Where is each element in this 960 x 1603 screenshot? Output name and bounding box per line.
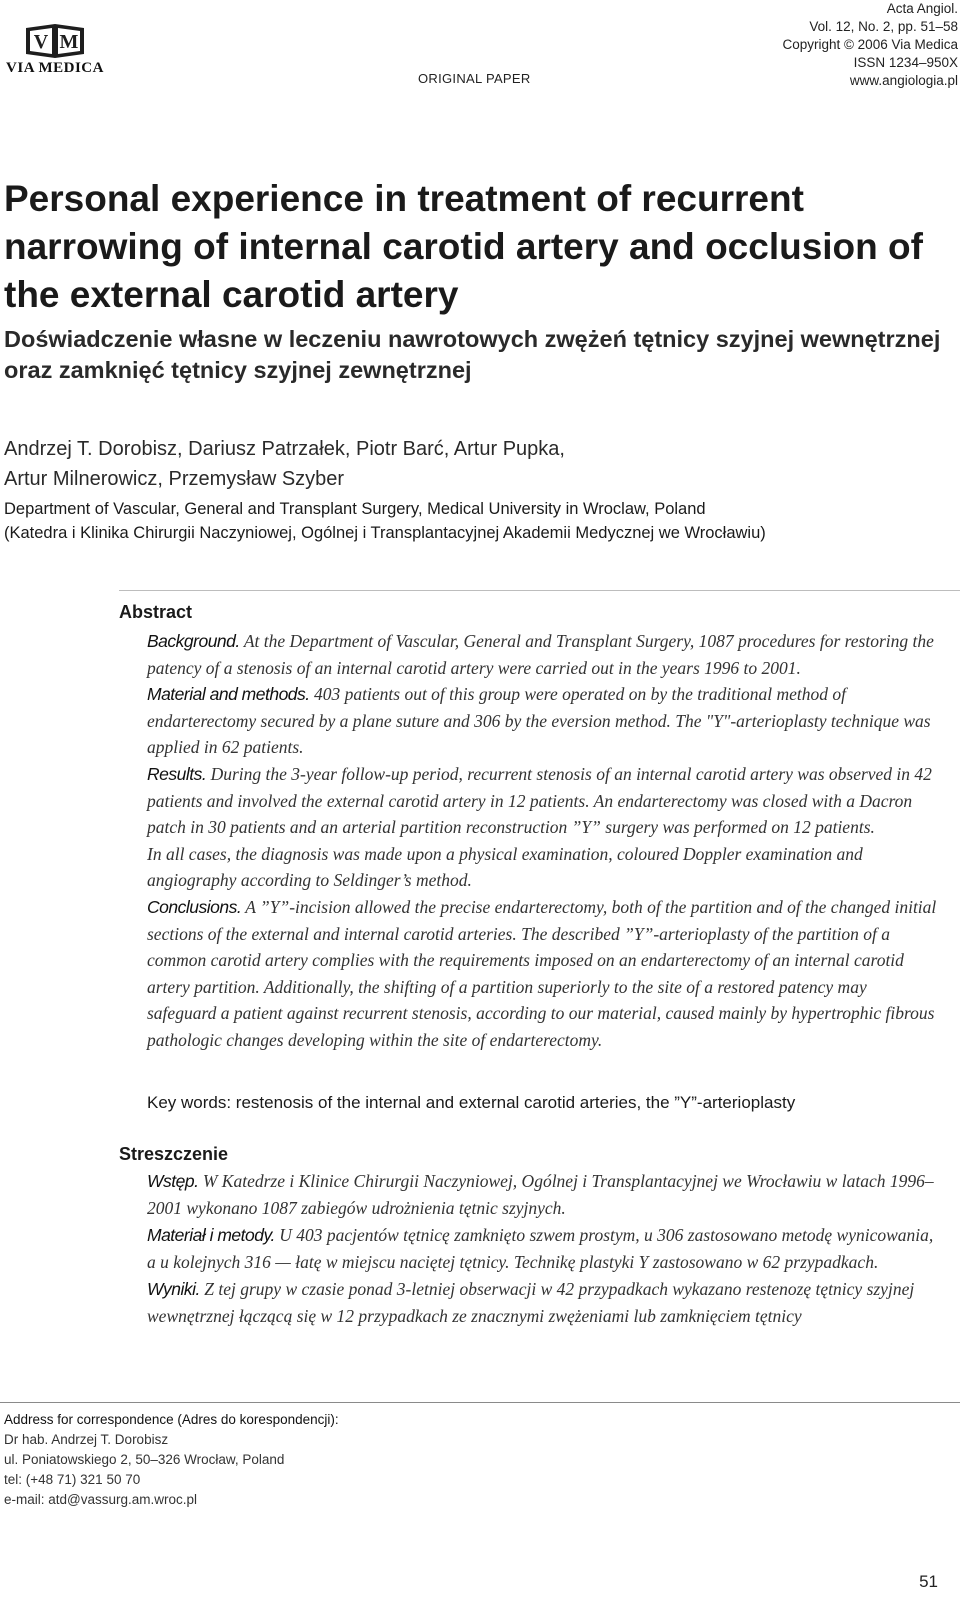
abstract-paragraph	[147, 681, 937, 761]
journal-url[interactable]: www.angiologia.pl	[849, 73, 958, 88]
paragraph-text: Z tej grupy w czasie ponad 3-letniej obserwacji w 42 przypadkach wykazano restenozę tętnicy szyjnej wewnętrznej łączącą się w 12 przypadkach ze znacznymi zwężeniami lub zamknięciem tętnicy	[147, 1279, 915, 1326]
paragraph-text: W Katedrze i Klinice Chirurgii Naczyniowej, Ogólnej i Transplantacyjnej we Wrocławiu w latach 1996–2001 wykonano 1087 zabiegów udrożnienia tętnic szyjnych.	[147, 1171, 934, 1218]
streszczenie-paragraph	[147, 1222, 937, 1276]
paragraph-label: Materiał i metody.	[147, 1225, 275, 1245]
journal-volume: Vol. 12, No. 2, pp. 51–58	[809, 19, 958, 34]
article-type-label: ORIGINAL PAPER	[418, 71, 531, 86]
correspondence-name: Dr hab. Andrzej T. Dorobisz	[4, 1432, 169, 1447]
logo-text: VIA MEDICA	[6, 60, 104, 76]
paragraph-text: 403 patients out of this group were operated on by the traditional method of endarterectomy secured by a plane suture and 306 by the eversion method. The "Y"-arterioplasty technique was applied in 62 patients.	[147, 684, 931, 758]
correspondence-phone: tel: (+48 71) 321 50 70	[4, 1472, 141, 1487]
correspondence-heading: Address for correspondence (Adres do korespondencji):	[4, 1412, 339, 1427]
paragraph-text: U 403 pacjentów tętnicę zamknięto szwem prostym, u 306 zastosowano metodę wynicowania, a u kolejnych 316 — łatę w miejscu naciętej tętnicy. Technikę plastyki Y zastosowano w 62 przypadkach.	[147, 1225, 934, 1272]
streszczenie-body	[147, 1168, 937, 1330]
author-list	[4, 434, 944, 494]
affiliation	[4, 497, 954, 545]
streszczenie-paragraph	[147, 1168, 937, 1222]
paragraph-text: In all cases, the diagnosis was made upon a physical examination, coloured Doppler examination and angiography according to Seldinger’s method.	[147, 843, 863, 891]
vm-logo-icon	[0, 24, 110, 60]
paragraph-label: Material and methods.	[147, 684, 310, 705]
abstract-paragraph	[147, 628, 937, 681]
paragraph-text: At the Department of Vascular, General and Transplant Surgery, 1087 procedures for restoring the patency of a stenosis of an internal carotid artery were carried out in the years 1996 to 2001.	[147, 631, 934, 678]
affiliation-english: Department of Vascular, General and Transplant Surgery, Medical University in Wroclaw, Poland	[4, 500, 706, 518]
affiliation-polish: (Katedra i Klinika Chirurgii Naczyniowej, Ogólnej i Transplantacyjnej Akademii Medycznej we Wrocławiu)	[4, 524, 766, 542]
correspondence-street: ul. Poniatowskiego 2, 50–326 Wrocław, Poland	[4, 1452, 285, 1467]
correspondence-address	[4, 1410, 604, 1510]
author-line: Andrzej T. Dorobisz, Dariusz Patrzałek, Piotr Barć, Artur Pupka,	[4, 438, 565, 460]
paragraph-label: Background.	[147, 631, 240, 651]
footer-divider	[0, 1402, 960, 1403]
abstract-paragraph	[147, 841, 937, 894]
divider	[119, 590, 960, 591]
svg-text:M: M	[59, 31, 79, 53]
streszczenie-heading: Streszczenie	[119, 1144, 229, 1164]
abstract-paragraph	[147, 894, 937, 1054]
journal-issn: ISSN 1234–950X	[853, 55, 958, 70]
paragraph-label: Conclusions.	[147, 896, 242, 917]
article-title: Personal experience in treatment of recurrent narrowing of internal carotid artery and occlusion of the external carotid artery	[4, 178, 923, 315]
paragraph-text: During the 3-year follow-up period, recurrent stenosis of an internal carotid artery was observed in 42 patients and involved the external carotid artery in 12 patients. An endarterectomy was closed with a Dacron patch in 30 patients and an arterial partition reconstruction ”Y” surgery was performed on 12 patients.	[147, 763, 932, 838]
correspondence-email[interactable]: e-mail: atd@vassurg.am.wroc.pl	[4, 1492, 198, 1507]
journal-name: Acta Angiol.	[886, 1, 958, 16]
journal-info	[782, 0, 958, 90]
paragraph-text: A ”Y”-incision allowed the precise endarterectomy, both of the partition and of the changed initial sections of the external and internal carotid arteries. The described ”Y”-arterioplasty of the partition of a common carotid artery complies with the requirements imposed on an endarterectomy of an internal carotid artery partition. Additionally, the shifting of a partition superiorly to the site of a restored patency may safeguard a patient against recurrent stenosis, according to our material, caused mainly by hypertrophic fibrous pathologic changes developing within the site of endarterectomy.	[147, 896, 937, 1050]
abstract-heading: Abstract	[119, 602, 193, 622]
page-number: 51	[919, 1572, 938, 1591]
abstract-body	[147, 628, 937, 1054]
streszczenie-paragraph	[147, 1276, 937, 1330]
paragraph-label: Wyniki.	[147, 1279, 200, 1299]
abstract-paragraph	[147, 761, 937, 841]
keywords: Key words: restenosis of the internal and external carotid arteries, the ”Y”-arterioplasty	[147, 1093, 796, 1112]
paragraph-label: Results.	[147, 763, 207, 784]
paragraph-label: Wstęp.	[147, 1171, 199, 1191]
journal-copyright: Copyright © 2006 Via Medica	[782, 37, 958, 52]
article-title-polish: Doświadczenie własne w leczeniu nawrotowych zwężeń tętnicy szyjnej wewnętrznej oraz zamknięć tętnicy szyjnej zewnętrznej	[4, 326, 941, 383]
svg-text:V: V	[33, 31, 49, 53]
publisher-logo	[0, 24, 110, 80]
author-line: Artur Milnerowicz, Przemysław Szyber	[4, 468, 345, 490]
